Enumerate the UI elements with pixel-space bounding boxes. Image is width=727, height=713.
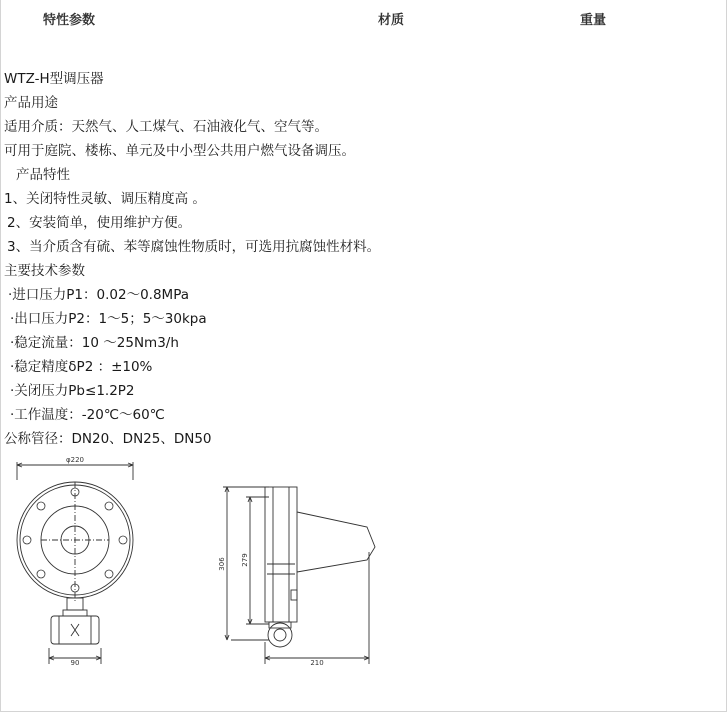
dim-height-inner-label: 279 <box>241 553 249 567</box>
regulator-technical-drawing <box>1 452 401 667</box>
usage-line-application: 可用于庭院、楼栋、单元及中小型公共用户燃气设备调压。 <box>4 143 355 159</box>
usage-title: 产品用途 <box>4 95 58 111</box>
drawing-svg <box>1 452 401 667</box>
feature-item: 3、当介质含有硫、苯等腐蚀性物质时，可选用抗腐蚀性材料。 <box>7 239 381 255</box>
header-material: 材质 <box>378 13 405 28</box>
specs-title: 主要技术参数 <box>4 263 85 279</box>
product-description <box>4 67 719 451</box>
product-model: WTZ-H型调压器 <box>4 71 104 87</box>
spec-item: ·稳定流量：10 ～25Nm3/h <box>10 335 179 351</box>
front-view <box>17 462 133 664</box>
spec-item: ·出口压力P2：1～5；5～30kpa <box>10 311 207 327</box>
nominal-diameter: 公称管径：DN20、DN25、DN50 <box>4 431 212 447</box>
dim-bottom-left-label: 90 <box>70 659 80 667</box>
dim-width-side-label: 210 <box>310 659 324 667</box>
dim-height-total-label: 306 <box>218 557 226 571</box>
spec-item: ·稳定精度δP2 ：±10% <box>10 359 153 375</box>
side-view <box>223 487 375 664</box>
spec-item: ·进口压力P1：0.02～0.8MPa <box>8 287 190 303</box>
header-weight: 重量 <box>580 13 607 28</box>
table-header-row <box>1 0 726 36</box>
feature-item: 1、关闭特性灵敏、调压精度高 。 <box>4 191 206 207</box>
usage-line-media: 适用介质：天然气、人工煤气、石油液化气、空气等。 <box>4 119 328 135</box>
feature-item: 2、安装简单，使用维护方便。 <box>7 215 192 231</box>
spec-item: ·工作温度：-20℃～60℃ <box>10 407 165 423</box>
features-title: 产品特性 <box>16 167 70 183</box>
header-characteristics: 特性参数 <box>43 13 96 28</box>
spec-item: ·关闭压力Pb≤1.2P2 <box>10 383 135 399</box>
dim-diameter-label: φ220 <box>66 456 84 464</box>
